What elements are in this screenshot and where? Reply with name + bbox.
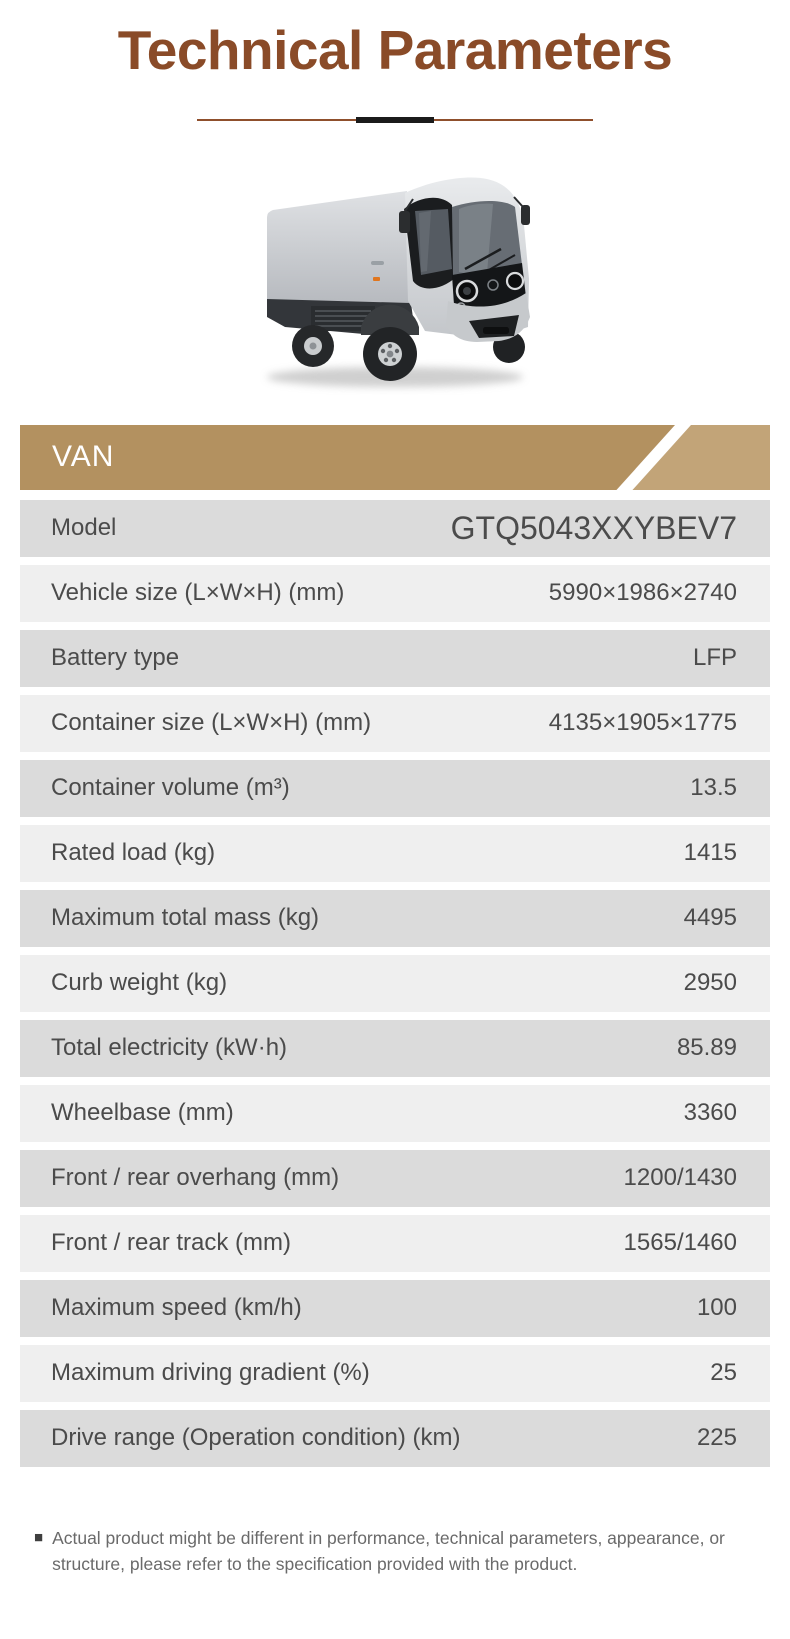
- spec-row-max-total-mass: [20, 890, 770, 947]
- spec-label: Container volume (m³): [51, 774, 290, 802]
- spec-label: Rated load (kg): [51, 839, 216, 867]
- spec-label: Drive range (Operation condition) (km): [51, 1424, 461, 1452]
- spec-value: 13.5: [690, 774, 737, 802]
- spec-label: Maximum driving gradient (%): [51, 1359, 370, 1387]
- spec-value: 1415: [683, 839, 737, 867]
- spec-label: Curb weight (kg): [51, 969, 228, 997]
- spec-value: 1565/1460: [623, 1229, 737, 1257]
- spec-row-drive-range: [20, 1410, 770, 1467]
- spec-row-container-size: [20, 695, 770, 752]
- spec-label: Battery type: [51, 644, 180, 672]
- spec-row-max-speed: [20, 1280, 770, 1337]
- vehicle-photo-area: [0, 149, 790, 399]
- spec-value: LFP: [692, 644, 737, 672]
- spec-label: Wheelbase (mm): [51, 1099, 234, 1127]
- spec-value: 1200/1430: [623, 1164, 737, 1192]
- spec-label: Maximum total mass (kg): [51, 904, 320, 932]
- spec-label: Total electricity (kW·h): [51, 1034, 288, 1062]
- spec-value: 3360: [683, 1099, 737, 1127]
- spec-row-wheelbase: [20, 1085, 770, 1142]
- spec-label: Vehicle size (L×W×H) (mm): [51, 579, 345, 607]
- spec-value: 85.89: [676, 1034, 737, 1062]
- spec-row-battery-type: [20, 630, 770, 687]
- spec-value: 4135×1905×1775: [548, 709, 737, 737]
- spec-label: Maximum speed (km/h): [51, 1294, 302, 1322]
- table-header-label: VAN: [52, 440, 115, 474]
- van-image: [255, 149, 535, 395]
- disclaimer-note: [34, 1525, 750, 1577]
- spec-row-gradient: [20, 1345, 770, 1402]
- title-divider: [197, 117, 593, 123]
- spec-row-overhang: [20, 1150, 770, 1207]
- spec-value: GTQ5043XXYBEV7: [450, 509, 737, 546]
- side-marker-light: [373, 277, 380, 281]
- spec-table: [20, 425, 770, 1467]
- divider-line-right: [434, 119, 593, 121]
- spec-value: 225: [696, 1424, 737, 1452]
- divider-bar-center: [356, 117, 434, 123]
- spec-row-total-electricity: [20, 1020, 770, 1077]
- spec-label: Model: [51, 514, 117, 542]
- spec-label: Container size (L×W×H) (mm): [51, 709, 372, 737]
- spec-value: 100: [696, 1294, 737, 1322]
- page-title: Technical Parameters: [117, 19, 673, 81]
- spec-value: 5990×1986×2740: [548, 579, 737, 607]
- divider-line-left: [197, 119, 356, 121]
- spec-value: 25: [710, 1359, 737, 1387]
- square-bullet-icon: ■: [34, 1528, 44, 1546]
- spec-row-model: [20, 500, 770, 557]
- spec-value: 2950: [683, 969, 737, 997]
- disclaimer-text: Actual product might be different in performance, technical parameters, appearance, or structure, please refer to the specification provided with the product.: [52, 1527, 725, 1574]
- spec-value: 4495: [683, 904, 737, 932]
- spec-label: Front / rear overhang (mm): [51, 1164, 340, 1192]
- spec-row-container-volume: [20, 760, 770, 817]
- table-header: [20, 425, 770, 490]
- spec-row-track: [20, 1215, 770, 1272]
- side-mirror: [399, 211, 410, 233]
- spec-label: Front / rear track (mm): [51, 1229, 292, 1257]
- spec-row-rated-load: [20, 825, 770, 882]
- spec-row-vehicle-size: [20, 565, 770, 622]
- spec-row-curb-weight: [20, 955, 770, 1012]
